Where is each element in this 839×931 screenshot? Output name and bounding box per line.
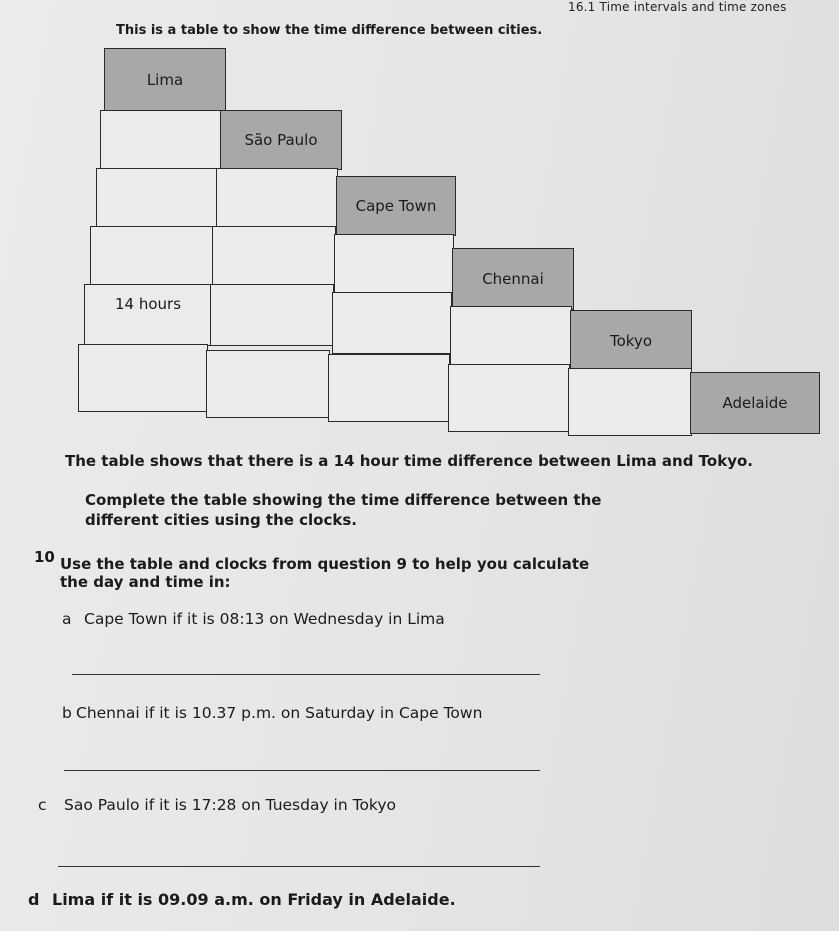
table-cell[interactable] xyxy=(206,350,330,418)
city-label: Lima xyxy=(146,71,184,89)
table-cell[interactable] xyxy=(328,354,450,422)
table-cell[interactable] xyxy=(78,344,208,412)
time-difference-cell-lima-tokyo[interactable] xyxy=(84,284,212,346)
time-difference-table xyxy=(76,48,836,438)
question-10-line-1: Use the table and clocks from question 9 to help you calculate xyxy=(60,555,590,573)
city-cell-adelaide xyxy=(690,372,820,434)
part-c-letter: c xyxy=(38,796,47,814)
table-cell[interactable] xyxy=(568,368,692,436)
part-b-letter: b xyxy=(62,704,72,722)
table-cell[interactable] xyxy=(210,284,334,346)
part-d-letter: d xyxy=(28,890,40,909)
table-cell[interactable] xyxy=(332,292,452,354)
answer-line-c[interactable] xyxy=(58,866,540,867)
table-cell[interactable] xyxy=(96,168,218,228)
filled-value: 14 hours xyxy=(115,295,182,313)
part-b-text: Chennai if it is 10.37 p.m. on Saturday in Cape Town xyxy=(76,704,483,722)
intro-text: This is a table to show the time difference between cities. xyxy=(116,23,543,38)
city-cell-sao-paulo xyxy=(220,110,342,170)
table-cell[interactable] xyxy=(334,234,454,294)
part-a-letter: a xyxy=(62,610,72,628)
table-cell[interactable] xyxy=(100,110,222,170)
question-number: 10 xyxy=(34,548,55,566)
city-cell-cape-town xyxy=(336,176,456,236)
table-cell[interactable] xyxy=(450,306,572,368)
question-10-line-2: the day and time in: xyxy=(60,573,231,591)
part-d-text: Lima if it is 09.09 a.m. on Friday in Adelaide. xyxy=(52,890,456,909)
city-label: Cape Town xyxy=(355,197,437,215)
table-cell[interactable] xyxy=(216,168,338,228)
city-label: Tokyo xyxy=(610,332,652,350)
explanation-text: The table shows that there is a 14 hour time difference between Lima and Tokyo. xyxy=(65,452,753,470)
city-cell-chennai xyxy=(452,248,574,310)
city-label: São Paulo xyxy=(244,131,318,149)
instruction-line-2: different cities using the clocks. xyxy=(85,511,357,529)
table-cell[interactable] xyxy=(448,364,570,432)
section-header: 16.1 Time intervals and time zones xyxy=(568,0,787,14)
answer-line-a[interactable] xyxy=(72,674,540,675)
table-cell[interactable] xyxy=(90,226,214,286)
part-a-text: Cape Town if it is 08:13 on Wednesday in Lima xyxy=(84,610,445,628)
part-c-text: Sao Paulo if it is 17:28 on Tuesday in Tokyo xyxy=(64,796,397,814)
city-cell-lima xyxy=(104,48,226,112)
table-cell[interactable] xyxy=(212,226,336,286)
answer-line-b[interactable] xyxy=(64,770,540,771)
city-label: Chennai xyxy=(482,270,544,288)
city-label: Adelaide xyxy=(722,394,788,412)
instruction-line-1: Complete the table showing the time difference between the xyxy=(85,491,602,509)
city-cell-tokyo xyxy=(570,310,692,372)
